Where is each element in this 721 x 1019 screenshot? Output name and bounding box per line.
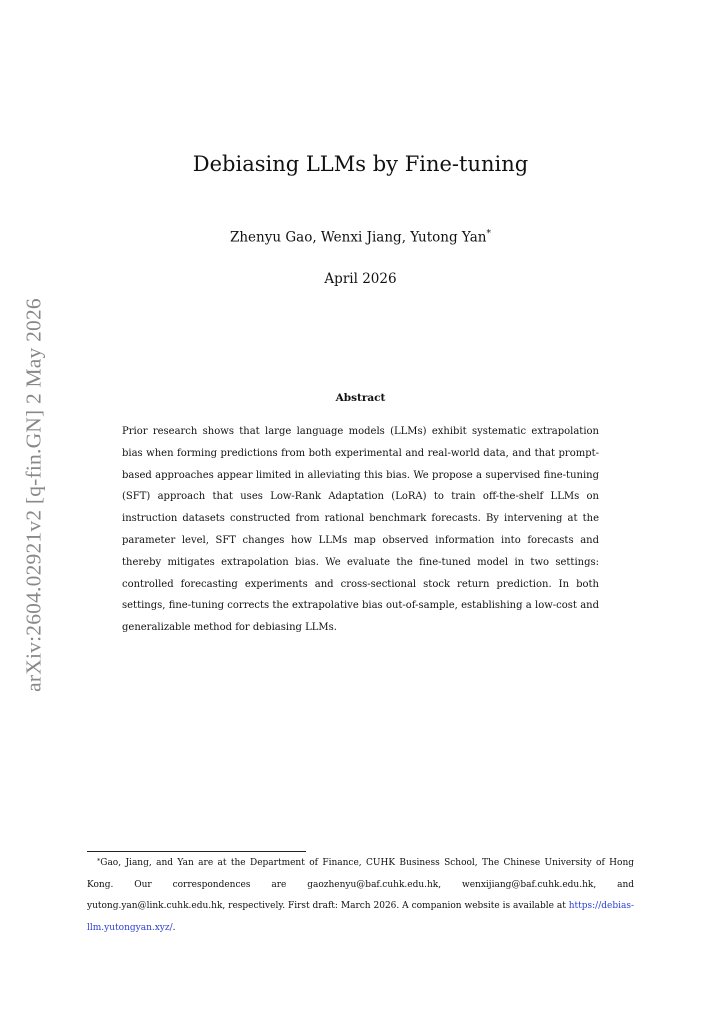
author-footnote-mark: * <box>486 229 491 239</box>
paper-title: Debiasing LLMs by Fine-tuning <box>192 152 529 176</box>
footnote <box>87 853 634 939</box>
footnote-indent <box>87 858 97 868</box>
footnote-mark: * <box>97 857 101 865</box>
footnote-trailing: . <box>172 922 176 933</box>
companion-website-link[interactable]: https://debias-llm.yutongyan.xyz/ <box>87 901 634 933</box>
footnote-divider <box>87 851 306 852</box>
paper-date: April 2026 <box>324 271 397 287</box>
footnote-text: Gao, Jiang, and Yan are at the Department of Finance, CUHK Business School, The Chinese University of Hong Kong. Our correspondences are gaozhenyu@baf.cuhk.edu.hk, wenxijiang@baf.cuhk.edu.hk, and yutong.yan@link.cuhk.edu.hk, respectively. First draft: March 2026. A companion website is available at <box>87 858 634 911</box>
author-names: Zhenyu Gao, Wenxi Jiang, Yutong Yan <box>229 229 487 246</box>
abstract-body: Prior research shows that large language models (LLMs) exhibit systematic extrapolation bias when forming predictions from both experimental and real-world data, and that prompt-based approaches appear limited in alleviating this bias. We propose a supervised fine-tuning (SFT) approach that uses Low-Rank Adaptation (LoRA) to train off-the-shelf LLMs on instruction datasets constructed from rational benchmark forecasts. By intervening at the parameter level, SFT changes how LLMs map observed information into forecasts and thereby mitigates extrapolation bias. We evaluate the fine-tuned model in two settings: controlled forecasting experiments and cross-sectional stock return prediction. In both settings, fine-tuning corrects the extrapolative bias out-of-sample, establishing a low-cost and generalizable method for debiasing LLMs. <box>122 426 599 634</box>
paper-authors <box>0 229 721 246</box>
arxiv-identifier-stamp: arXiv:2604.02921v2 [q-fin.GN] 2 May 2026 <box>21 298 46 692</box>
abstract-heading: Abstract <box>335 392 386 404</box>
